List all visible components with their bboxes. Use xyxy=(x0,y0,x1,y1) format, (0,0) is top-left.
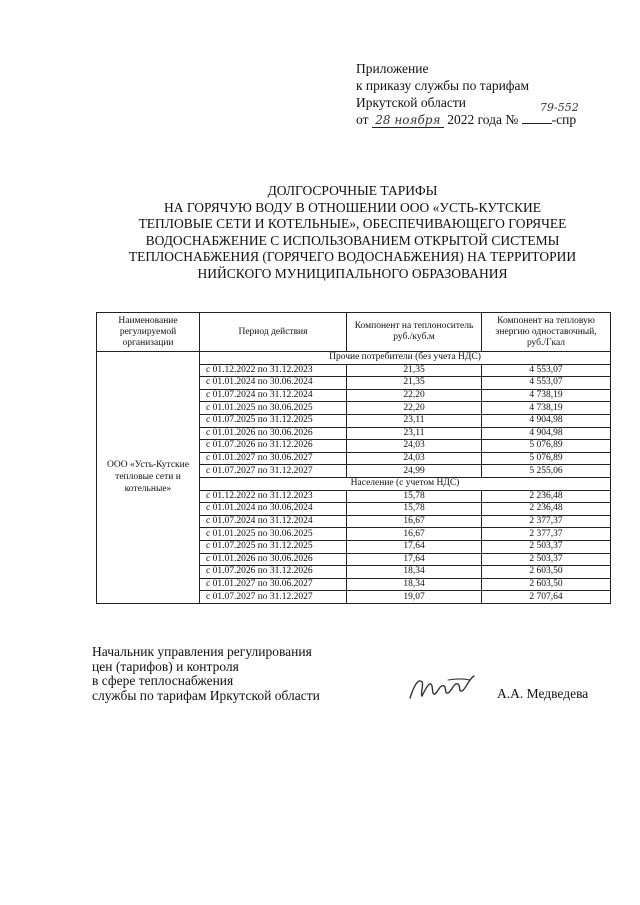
period-cell: с 01.07.2027 по 31.12.2027 xyxy=(200,465,347,478)
title-line: ДОЛГОСРОЧНЫЕ ТАРИФЫ xyxy=(267,183,438,198)
period-cell: с 01.01.2024 по 30.06.2024 xyxy=(200,377,347,390)
title-line: ВОДОСНАБЖЕНИЕ С ИСПОЛЬЗОВАНИЕМ ОТКРЫТОЙ СИСТЕМЫ xyxy=(145,232,560,248)
period-cell: с 01.07.2025 по 31.12.2025 xyxy=(200,414,347,427)
period-cell: с 01.07.2026 по 31.12.2026 xyxy=(200,440,347,453)
table-header-row xyxy=(97,313,611,352)
document-title xyxy=(90,183,615,282)
energy-cell: 4 904,98 xyxy=(482,414,611,427)
energy-cell: 5 076,89 xyxy=(482,440,611,453)
approval-year-text: 2022 года № xyxy=(447,112,519,127)
period-cell: с 01.01.2027 по 30.06.2027 xyxy=(200,578,347,591)
energy-cell: 2 236,48 xyxy=(482,503,611,516)
carrier-cell: 22,20 xyxy=(347,389,482,402)
energy-cell: 2 377,37 xyxy=(482,528,611,541)
energy-cell: 2 377,37 xyxy=(482,515,611,528)
period-cell: с 01.07.2024 по 31.12.2024 xyxy=(200,515,347,528)
carrier-cell: 24,03 xyxy=(347,452,482,465)
period-cell: с 01.01.2026 по 30.06.2026 xyxy=(200,553,347,566)
header-org: Наименование регулируемой организации xyxy=(97,313,200,352)
period-cell: с 01.01.2027 по 30.06.2027 xyxy=(200,452,347,465)
period-cell: с 01.07.2025 по 31.12.2025 xyxy=(200,540,347,553)
energy-cell: 4 553,07 xyxy=(482,364,611,377)
approval-line-2: к приказу службы по тарифам xyxy=(356,78,530,93)
carrier-cell: 23,11 xyxy=(347,427,482,440)
carrier-cell: 18,34 xyxy=(347,566,482,579)
header-energy: Компонент на тепловую энергию одноставочный, руб./Гкал xyxy=(482,313,611,352)
carrier-cell: 23,11 xyxy=(347,414,482,427)
carrier-cell: 17,64 xyxy=(347,540,482,553)
period-cell: с 01.07.2024 по 31.12.2024 xyxy=(200,389,347,402)
energy-cell: 5 076,89 xyxy=(482,452,611,465)
energy-cell: 2 503,37 xyxy=(482,540,611,553)
carrier-cell: 16,67 xyxy=(347,528,482,541)
approval-line-1: Приложение xyxy=(356,61,429,76)
energy-cell: 4 738,19 xyxy=(482,389,611,402)
carrier-cell: 15,78 xyxy=(347,490,482,503)
approval-block xyxy=(356,60,616,128)
period-cell: с 01.07.2026 по 31.12.2026 xyxy=(200,566,347,579)
period-cell: с 01.01.2025 по 30.06.2025 xyxy=(200,528,347,541)
carrier-cell: 18,34 xyxy=(347,578,482,591)
approval-line-3: Иркутской области xyxy=(356,95,467,110)
title-line: ТЕПЛОСНАБЖЕНИЯ (ГОРЯЧЕГО ВОДОСНАБЖЕНИЯ) НА ТЕРРИТОРИИ xyxy=(128,249,577,264)
carrier-cell: 15,78 xyxy=(347,503,482,516)
approval-prefix: от xyxy=(356,112,369,127)
handwritten-signature xyxy=(404,668,484,708)
period-cell: с 01.01.2026 по 30.06.2026 xyxy=(200,427,347,440)
section-other-consumers: Прочие потребители (без учета НДС) xyxy=(200,352,611,365)
carrier-cell: 21,35 xyxy=(347,364,482,377)
carrier-cell: 24,03 xyxy=(347,440,482,453)
title-line: НИЙСКОГО МУНИЦИПАЛЬНОГО ОБРАЗОВАНИЯ xyxy=(197,265,508,281)
carrier-cell: 17,64 xyxy=(347,553,482,566)
tariff-table xyxy=(96,312,611,604)
title-line: ТЕПЛОВЫЕ СЕТИ И КОТЕЛЬНЫЕ», ОБЕСПЕЧИВАЮЩЕГО ГОРЯЧЕЕ xyxy=(138,216,567,231)
signatory-block xyxy=(92,645,392,703)
signer-name: А.А. Медведева xyxy=(497,686,589,701)
section-population: Население (с учетом НДС) xyxy=(200,477,611,490)
signatory-line: службы по тарифам Иркутской области xyxy=(92,687,320,703)
carrier-cell: 19,07 xyxy=(347,591,482,604)
carrier-cell: 21,35 xyxy=(347,377,482,390)
carrier-cell: 22,20 xyxy=(347,402,482,415)
energy-cell: 4 738,19 xyxy=(482,402,611,415)
handwritten-order-number: 79-552 xyxy=(540,101,579,114)
energy-cell: 2 236,48 xyxy=(482,490,611,503)
period-cell: с 01.12.2022 по 31.12.2023 xyxy=(200,364,347,377)
org-name-cell: ООО «Усть-Кутские тепловые сети и котельные» xyxy=(97,352,200,604)
carrier-cell: 16,67 xyxy=(347,515,482,528)
energy-cell: 2 603,50 xyxy=(482,566,611,579)
carrier-cell: 24,99 xyxy=(347,465,482,478)
energy-cell: 4 553,07 xyxy=(482,377,611,390)
energy-cell: 2 503,37 xyxy=(482,553,611,566)
signatory-line: Начальник управления регулирования xyxy=(92,644,312,659)
period-cell: с 01.12.2022 по 31.12.2023 xyxy=(200,490,347,503)
period-cell: с 01.01.2024 по 30.06.2024 xyxy=(200,503,347,516)
energy-cell: 2 603,50 xyxy=(482,578,611,591)
signatory-line: цен (тарифов) и контроля xyxy=(92,658,239,674)
header-period: Период действия xyxy=(200,313,347,352)
energy-cell: 2 707,64 xyxy=(482,591,611,604)
header-carrier: Компонент на теплоноситель руб./куб.м xyxy=(347,313,482,352)
signatory-line: в сфере теплоснабжения xyxy=(92,673,234,688)
energy-cell: 5 255,06 xyxy=(482,465,611,478)
approval-suffix: -спр xyxy=(551,112,577,127)
handwritten-date: 28 ноября xyxy=(372,113,444,128)
section-row xyxy=(97,352,611,365)
energy-cell: 4 904,98 xyxy=(482,427,611,440)
period-cell: с 01.07.2027 по 31.12.2027 xyxy=(200,591,347,604)
title-line: НА ГОРЯЧУЮ ВОДУ В ОТНОШЕНИИ ООО «УСТЬ-КУТСКИЕ xyxy=(163,199,542,215)
period-cell: с 01.01.2025 по 30.06.2025 xyxy=(200,402,347,415)
